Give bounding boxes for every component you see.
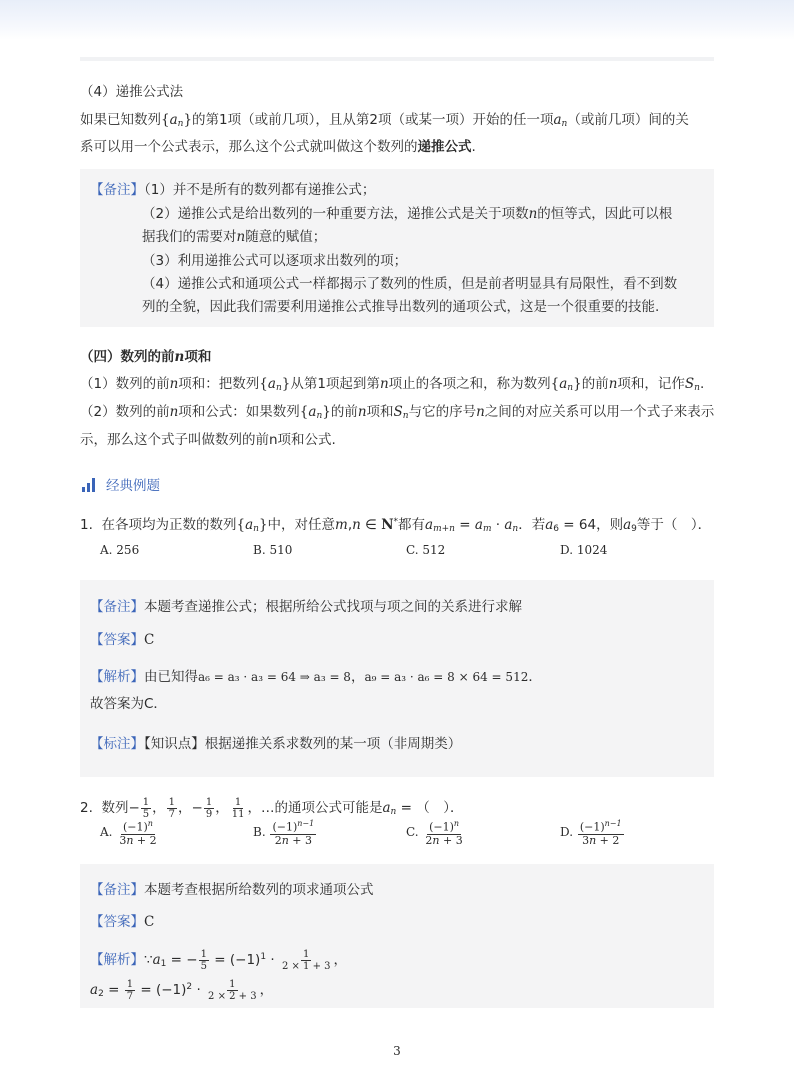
subsection-heading: （4）递推公式法	[80, 84, 184, 100]
page-number: 3	[393, 1044, 401, 1058]
note-line: 列的全貌，因此我们需要利用递推公式推导出数列的通项公式，这是一个很重要的技能.	[142, 299, 660, 315]
note-line: 据我们的需要对n随意的赋值；	[142, 229, 327, 245]
page-header-band	[0, 0, 794, 40]
answer-line: 【答案】C	[90, 632, 155, 648]
paragraph-line: 系可以用一个公式表示，那么这个公式就叫做这个数列的递推公式.	[80, 139, 476, 155]
note-line: （2）递推公式是给出数列的一种重要方法，递推公式是关于项数n的恒等式，因此可以根	[142, 206, 673, 222]
note-line: 【备注】本题考查根据所给数列的项求通项公式	[90, 882, 374, 898]
explanation-line: 【解析】由已知得a₆ = a₃ · a₃ = 64 ⇒ a₃ = 8，a₉ = a₃ · a₆ = 8 × 64 = 512．	[90, 669, 542, 685]
option-a[interactable]: A. $\frac{(-1)^n}{3n + 2}$	[100, 819, 157, 847]
option-a[interactable]: A. 256	[100, 543, 140, 557]
explanation-line: $a_2$ = $\frac{1}{7}$ = $(-1)^2$ · $\frac{1}{2 \times 2 + 3}$ ，	[90, 978, 274, 1002]
top-divider	[80, 57, 714, 61]
explanation-line: 【解析】$\because a_1$ = − $\frac{1}{5}$ = $(-1)^1$ · $\frac{1}{2 \times 1 + 3}$ ，	[90, 948, 347, 972]
question-1: 1. 在各项均为正数的数列$\{a_n\}$中，对任意m,n ∈ N*都有$a_{m+n} = a_m \cdot a_n$．若$a_6 = 64$，则$a_9$等于（ ）．	[80, 517, 712, 534]
explanation-line: 故答案为C．	[90, 696, 167, 712]
answer-line: 【答案】C	[90, 914, 155, 930]
examples-title: 经典例题	[106, 478, 160, 494]
mark-line: 【标注】【知识点】根据递推关系求数列的某一项（非周期类）	[90, 736, 462, 752]
note-line: 【备注】（1）并不是所有的数列都有递推公式；	[90, 182, 376, 198]
bar-chart-icon	[82, 478, 98, 492]
option-b[interactable]: B. $\frac{(-1)^{n-1}}{2n + 3}$	[253, 819, 315, 847]
option-c[interactable]: C. $\frac{(-1)^n}{2n + 3}$	[406, 819, 463, 847]
note-line: （4）递推公式和通项公式一样都揭示了数列的性质，但是前者明显具有局限性，看不到数	[142, 276, 678, 292]
paragraph-line: （1）数列的前n项和：把数列$\{a_n\}$从第1项起到第n项止的各项之和，称为数列$\{a_n\}$的前n项和，记作$S_n$.	[80, 376, 705, 393]
option-c[interactable]: C. 512	[406, 543, 446, 557]
option-d[interactable]: D. $\frac{(-1)^{n-1}}{3n + 2}$	[560, 819, 622, 847]
note-line: （3）利用递推公式可以逐项求出数列的项；	[142, 253, 408, 269]
paragraph-line: 如果已知数列$\{a_n\}$的第1项（或前几项），且从第2项（或某一项）开始的任一项$a_n$（或前几项）间的关	[80, 112, 689, 129]
section-heading: （四）数列的前n项和	[80, 349, 212, 365]
paragraph-line: 示，那么这个式子叫做数列的前n项和公式.	[80, 432, 336, 448]
paragraph-line: （2）数列的前n项和公式：如果数列$\{a_n\}$的前n项和$S_n$与它的序号n之间的对应关系可以用一个式子来表示	[80, 404, 715, 421]
question-2: 2. 数列− $\frac{1}{5}$ ， $\frac{1}{7}$ ，− $\frac{1}{9}$ ， $\frac{1}{11}$ ，…的通项公式可能是$a_n$ = （ ）．	[80, 796, 464, 820]
option-b[interactable]: B. 510	[253, 543, 293, 557]
note-line: 【备注】本题考查递推公式；根据所给公式找项与项之间的关系进行求解	[90, 599, 522, 615]
option-d[interactable]: D. 1024	[560, 543, 608, 557]
